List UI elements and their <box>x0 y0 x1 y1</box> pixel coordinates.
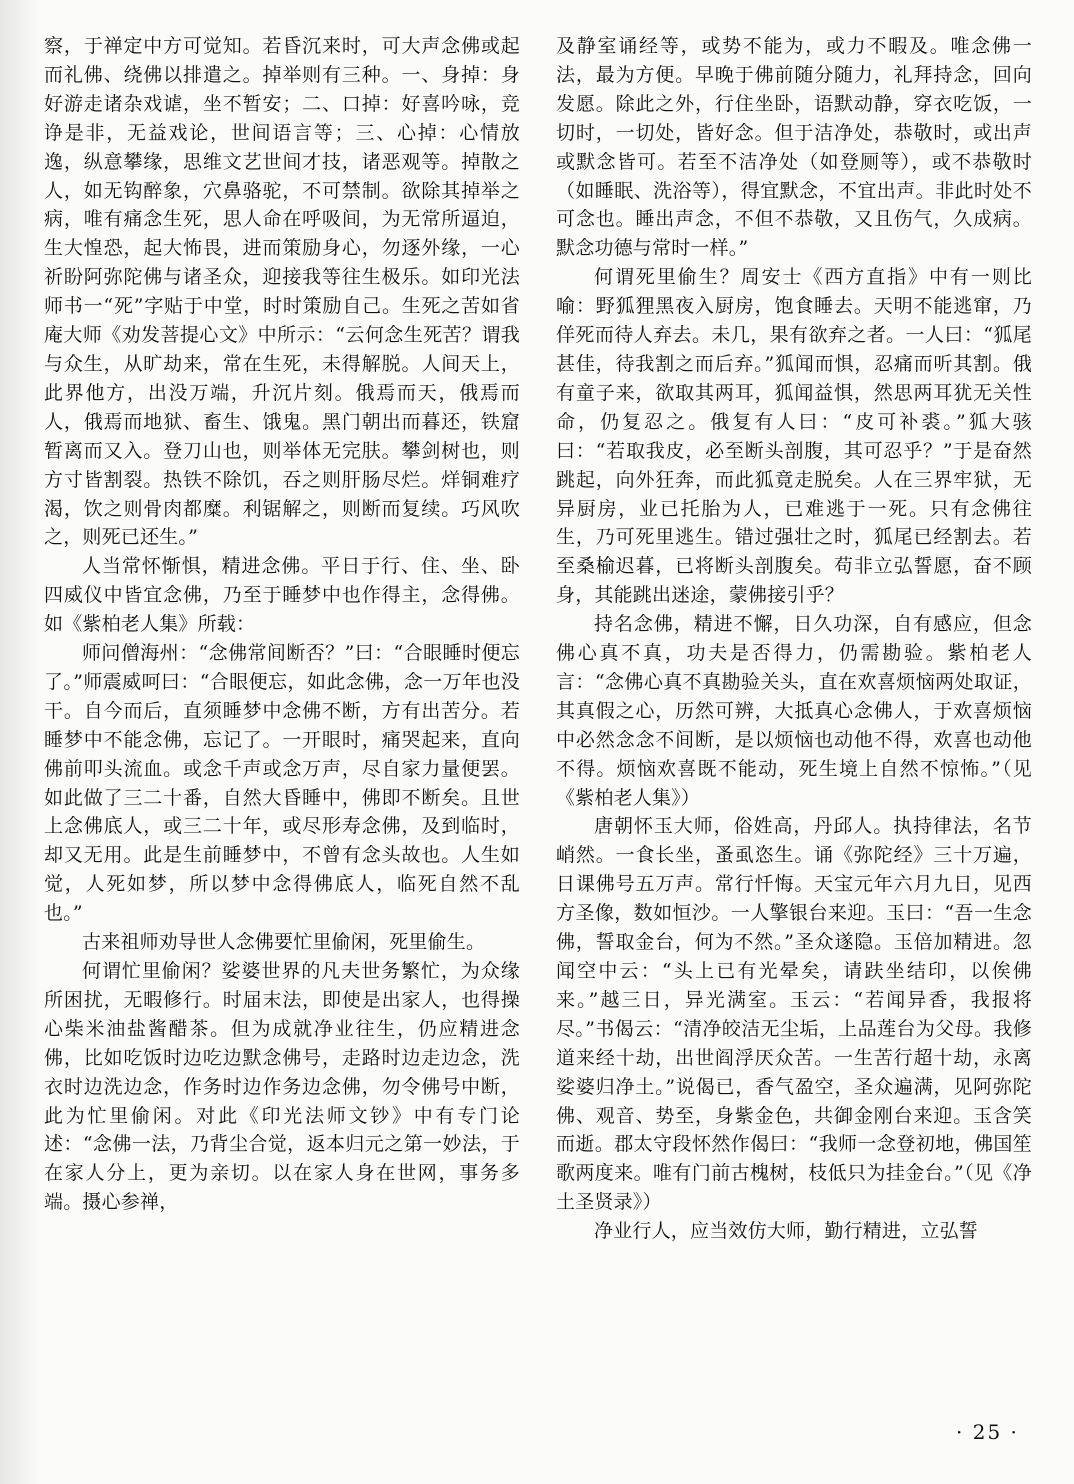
paragraph: 唐朝怀玉大师，俗姓高，丹邱人。执持律法，名节峭然。一食长坐，蚤虱恣生。诵《弥陀经》三十万遍，日课佛号五万声。常行忏悔。天宝元年六月九日，见西方圣像，数如恒沙。一人擎银台来迎。玉曰：“吾一生念佛，誓取金台，何为不然。”圣众遂隐。玉倍加精进。忽闻空中云：“头上已有光晕矣，请趺坐结印，以俟佛来。”越三日，异光满室。玉云：“若闻异香，我报将尽。”书偈云：“清净皎洁无尘垢，上品莲台为父母。我修道来经十劫，出世阎浮厌众苦。一生苦行超十劫，永离娑婆归净土。”说偈已，香气盈空，圣众遍满，见阿弥陀佛、观音、势至，身紫金色，共御金刚台来迎。玉含笑而逝。郡太守段怀然作偈曰：“我师一念登初地，佛国笙歌两度来。唯有门前古槐树，枝低只为挂金台。”（见《净土圣贤录》） <box>556 815 1032 1214</box>
right-text-column <box>556 32 1032 1246</box>
left-text-column <box>44 32 520 1217</box>
paragraph: 师问僧海州：“念佛常间断否？”曰：“合眼睡时便忘了。”师震威呵曰：“合眼便忘，如此念佛，念一万年也没干。自今而后，直须睡梦中念佛不断，方有出苦分。若睡梦中不能念佛，忘记了。一开眼时，痛哭起来，直向佛前叩头流血。或念千声或念万声，尽自家力量便罢。如此做了三二十番，自然大昏睡中，佛即不断矣。且世上念佛底人，或三二十年，或尽形寿念佛，及到临时，却又无用。此是生前睡梦中，不曾有念头故也。人生如觉，人死如梦，所以梦中念得佛底人，临死自然不乱也。” <box>44 642 520 925</box>
paragraph: 人当常怀惭惧，精进念佛。平日于行、住、坐、卧四威仪中皆宜念佛，乃至于睡梦中也作得主，念得佛。如《紫柏老人集》所载： <box>44 555 520 636</box>
paragraph: 古来祖师劝导世人念佛要忙里偷闲，死里偷生。 <box>82 931 486 954</box>
paragraph: 及静室诵经等，或势不能为，或力不暇及。唯念佛一法，最为方便。早晚于佛前随分随力，礼拜持念，回向发愿。除此之外，行住坐卧，语默动静，穿衣吃饭，一切时，一切处，皆好念。但于洁净处，恭敬时，或出声或默念皆可。若至不洁净处（如登厕等），或不恭敬时（如睡眠、洗浴等），得宜默念，不宜出声。非此时处不可念也。睡出声念，不但不恭敬，又且伤气，久成病。默念功德与常时一样。” <box>556 35 1032 260</box>
paragraph: 何谓死里偷生？周安士《西方直指》中有一则比喻：野狐狸黑夜入厨房，饱食睡去。天明不能逃窜，乃佯死而待人弃去。未几，果有欲弃之者。一人曰：“狐尾甚佳，待我割之而后弃。”狐闻而惧，忍痛而听其割。俄有童子来，欲取其两耳，狐闻益惧，然思两耳犹无关性命，仍复忍之。俄复有人曰：“皮可补裘。”狐大骇曰：“若取我皮，必至断头剖腹，其可忍乎？”于是奋然跳起，向外狂奔，而此狐竟走脱矣。人在三界牢狱，无异厨房，业已托胎为人，已难逃于一死。只有念佛往生，乃可死里逃生。错过强壮之时，狐尾已经割去。若至桑榆迟暮，已将断头剖腹矣。苟非立弘誓愿，奋不顾身，其能跳出迷途，蒙佛接引乎？ <box>556 266 1032 607</box>
scan-shadow <box>0 0 40 1484</box>
paragraph: 察，于禅定中方可觉知。若昏沉来时，可大声念佛或起而礼佛、绕佛以排遣之。掉举则有三种。一、身掉：身好游走诸杂戏谑，坐不暂安；二、口掉：好喜吟咏，竞诤是非，无益戏论，世间语言等；三、心掉：心情放逸，纵意攀缘，思维文艺世间才技，诸恶观等。掉散之人，如无钩醉象，穴鼻骆驼，不可禁制。欲除其掉举之病，唯有痛念生死，思人命在呼吸间，为无常所逼迫，生大惶恐，起大怖畏，进而策励身心，勿逐外缘，一心祈盼阿弥陀佛与诸圣众，迎接我等往生极乐。如印光法师书一“死”字贴于中堂，时时策励自己。生死之苦如省庵大师《劝发菩提心文》中所示：“云何念生死苦？谓我与众生，从旷劫来，常在生死，未得解脱。人间天上，此界他方，出没万端，升沉片刻。俄焉而天，俄焉而人，俄焉而地狱、畜生、饿鬼。黑门朝出而暮还，铁窟暂离而又入。登刀山也，则举体无完肤。攀剑树也，则方寸皆割裂。热铁不除饥，吞之则肝肠尽烂。烊铜难疗渴，饮之则骨肉都糜。利锯解之，则断而复续。巧风吹之，则死已还生。” <box>44 35 520 549</box>
page-number: · 25 · <box>956 1420 1019 1444</box>
paragraph: 持名念佛，精进不懈，日久功深，自有感应，但念佛心真不真，功夫是否得力，仍需勘验。紫柏老人言：“念佛心真不真勘验关头，直在欢喜烦恼两处取证，其真假之心，历然可辨，大抵真心念佛人，于欢喜烦恼中必然念念不间断，是以烦恼也动他不得，欢喜也动他不得。烦恼欢喜既不能动，死生境上自然不惊怖。”（见《紫柏老人集》） <box>556 613 1032 809</box>
paragraph: 净业行人，应当效仿大师，勤行精进，立弘誓 <box>594 1220 979 1243</box>
paragraph: 何谓忙里偷闲？娑婆世界的凡夫世务繁忙，为众缘所困扰，无暇修行。时届末法，即使是出家人，也得操心柴米油盐酱醋茶。但为成就净业往生，仍应精进念佛，比如吃饭时边吃边默念佛号，走路时边走边念，洗衣时边洗边念，作务时边作务边念佛，勿令佛号中断，此为忙里偷闲。对此《印光法师文钞》中有专门论述：“念佛一法，乃背尘合觉，返本归元之第一妙法，于在家人分上，更为亲切。以在家人身在世网，事务多端。摄心参禅， <box>44 960 520 1214</box>
